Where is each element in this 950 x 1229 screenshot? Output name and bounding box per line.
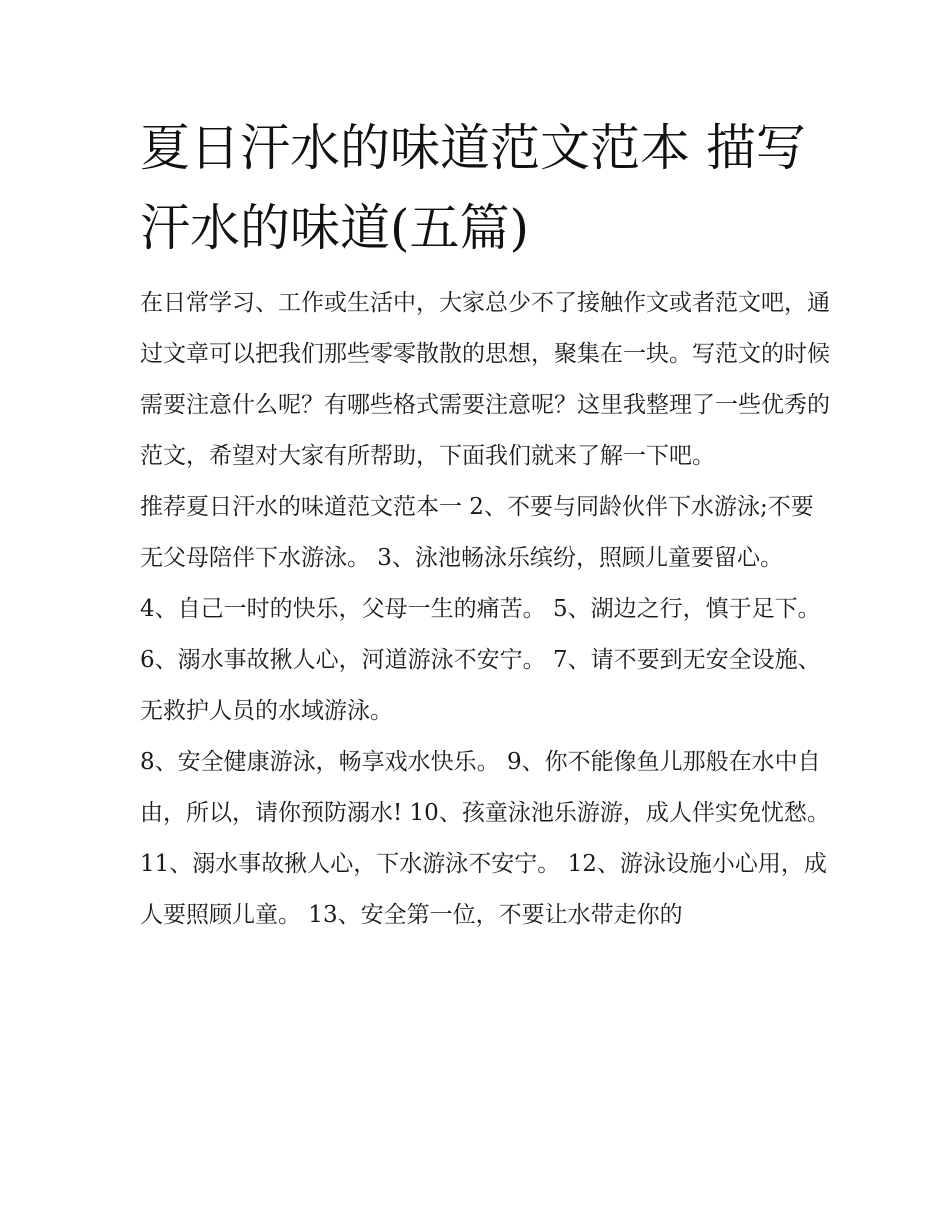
paragraph-items-11-13: 11、溺水事故揪人心，下水游泳不安宁。 12、游泳设施小心用，成人要照顾儿童。 13、安全第一位，不要让水带走你的 <box>140 851 827 928</box>
document-body <box>140 278 830 941</box>
paragraph-items-8-10: 8、安全健康游泳，畅享戏水快乐。 9、你不能像鱼儿那般在水中自由，所以，请你预防溺水! 10、孩童泳池乐游游，成人伴实免忧愁。 <box>140 749 830 826</box>
paragraph-intro: 在日常学习、工作或生活中，大家总少不了接触作文或者范文吧，通过文章可以把我们那些零零散散的思想，聚集在一块。写范文的时候需要注意什么呢？有哪些格式需要注意呢？这里我整理了一些优秀的范文，希望对大家有所帮助，下面我们就来了解一下吧。 <box>140 290 830 469</box>
document-title: 夏日汗水的味道范文范本 描写汗水的味道(五篇) <box>140 119 806 257</box>
paragraph-items-4-7: 4、自己一时的快乐，父母一生的痛苦。 5、湖边之行，慎于足下。 6、溺水事故揪人心，河道游泳不安宁。 7、请不要到无安全设施、无救护人员的水域游泳。 <box>140 596 821 724</box>
paragraph-recommend: 推荐夏日汗水的味道范文范本一 2、不要与同龄伙伴下水游泳;不要无父母陪伴下水游泳。 3、泳池畅泳乐缤纷，照顾儿童要留心。 <box>140 494 814 571</box>
